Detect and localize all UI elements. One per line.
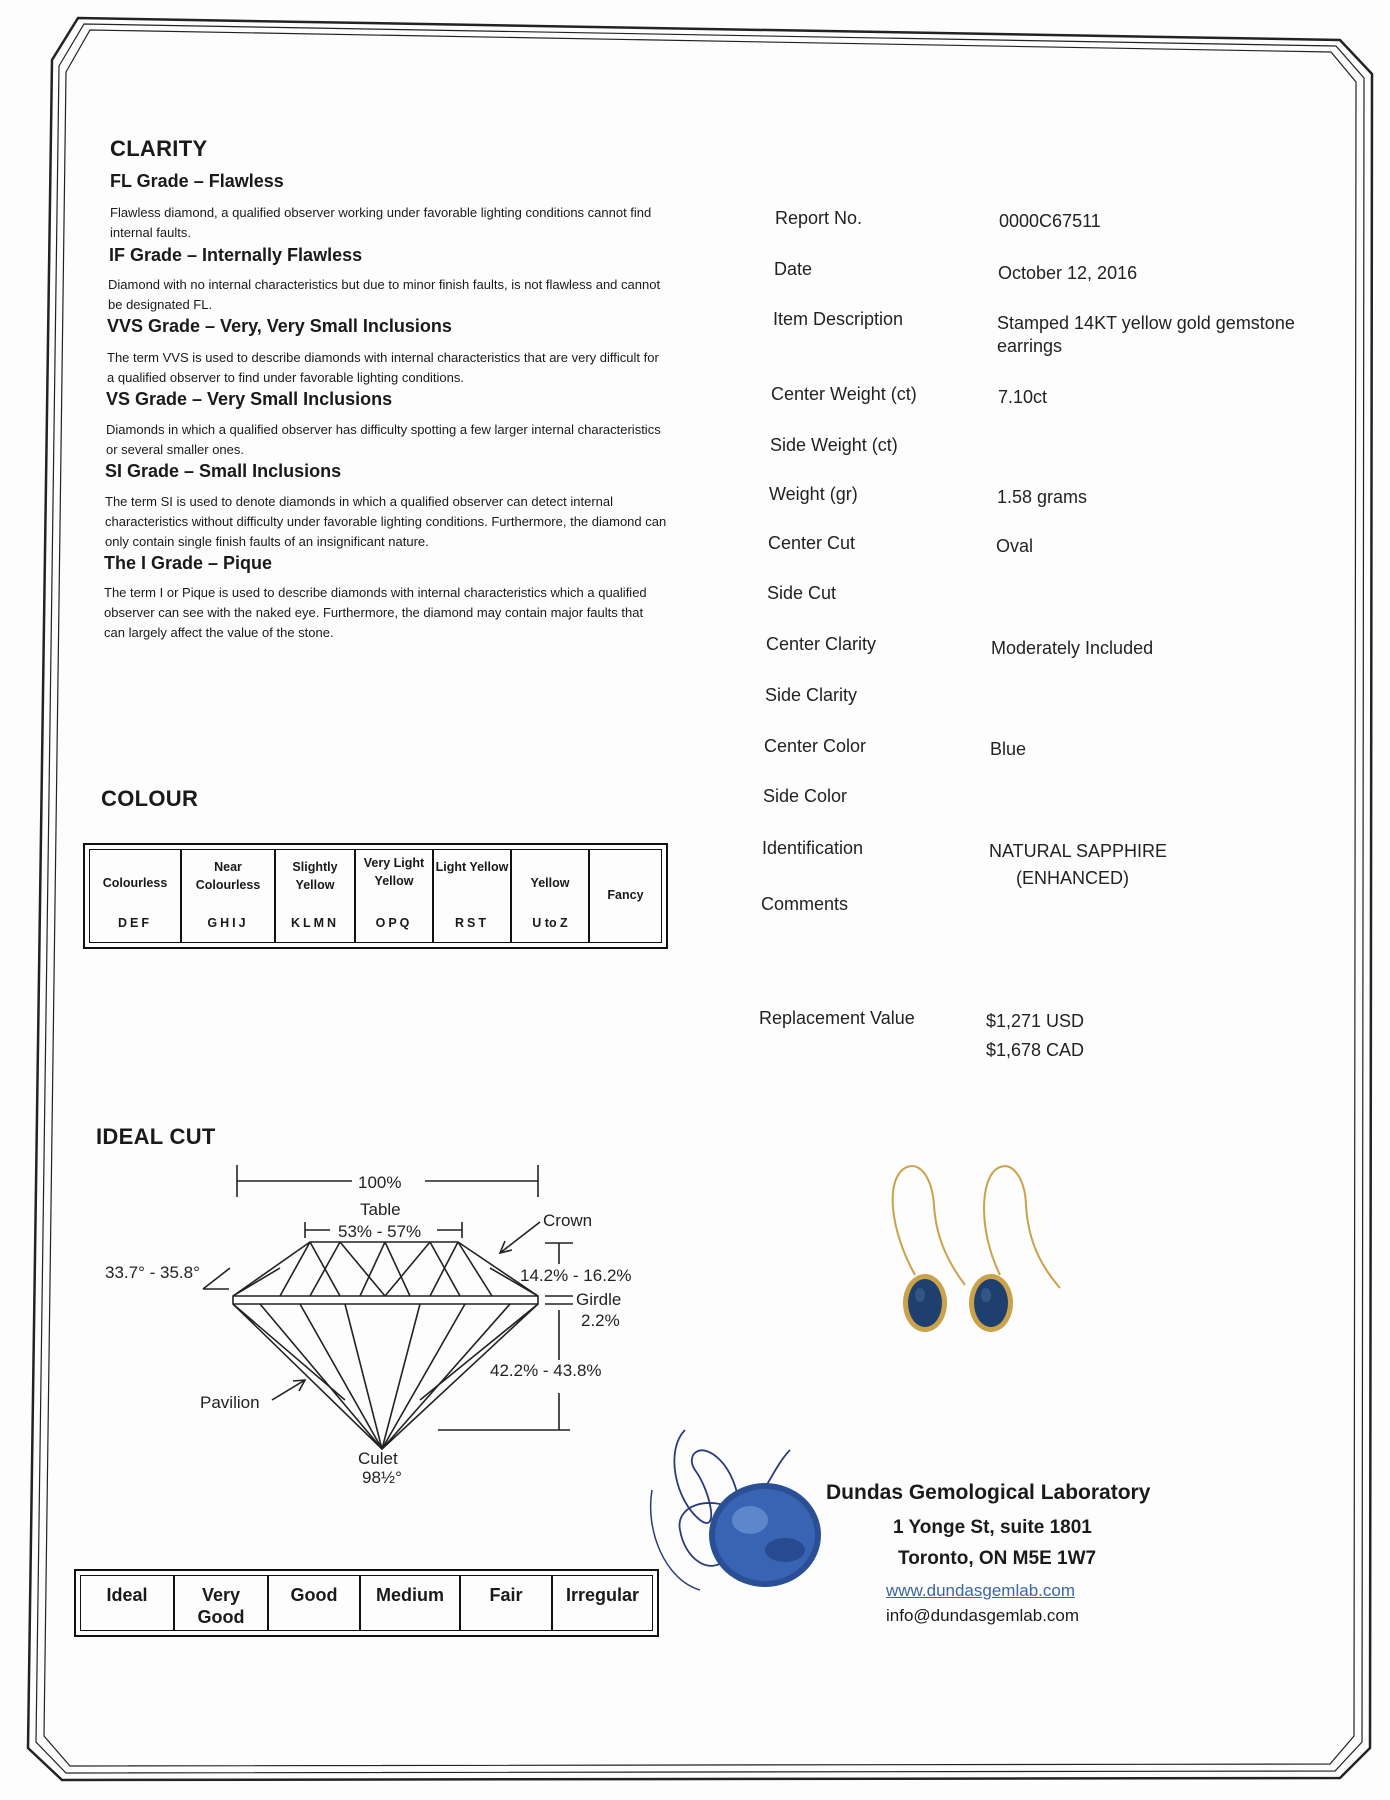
cut-crown-height: 14.2% - 16.2% <box>520 1266 632 1285</box>
cut-grade-cell: Medium <box>361 1576 461 1630</box>
lab-email: info@dundasgemlab.com <box>886 1606 1080 1625</box>
colour-heading: COLOUR <box>101 786 199 811</box>
grade-vs-title: VS Grade – Very Small Inclusions <box>106 389 393 409</box>
cut-grade-cell: Very Good <box>175 1576 269 1630</box>
field-label: Item Description <box>773 309 904 329</box>
grade-vvs-title: VVS Grade – Very, Very Small Inclusions <box>107 316 452 336</box>
field-label: Center Clarity <box>766 634 877 654</box>
lab-address-line2: Toronto, ON M5E 1W7 <box>898 1548 1097 1569</box>
ideal-cut-heading: IDEAL CUT <box>96 1124 216 1149</box>
colour-cell: Near Colourless GHIJ <box>182 850 276 942</box>
field-value: Stamped 14KT yellow gold gemstone earrings <box>997 313 1295 356</box>
field-label: Side Cut <box>767 583 837 603</box>
replacement-cad: $1,678 CAD <box>986 1040 1085 1060</box>
grade-i-desc: The term I or Pique is used to describe diamonds with internal characteristics which a qualified observer can see with the naked eye. Furthermore, the diamond may contain major faults that can largely affect the value of the stone. <box>104 585 647 640</box>
field-label: Comments <box>761 894 849 914</box>
field-label: Side Clarity <box>765 685 858 705</box>
cut-width-pct: 100% <box>358 1173 402 1192</box>
signature-and-seal <box>640 1410 870 1610</box>
field-value: Moderately Included <box>991 638 1154 658</box>
identification-note: (ENHANCED) <box>1016 868 1130 888</box>
cut-pavilion-label: Pavilion <box>200 1393 260 1412</box>
cut-girdle-pct: 2.2% <box>581 1311 620 1330</box>
field-label: Weight (gr) <box>769 484 858 504</box>
field-value: Oval <box>996 536 1034 556</box>
earrings-photo <box>860 1160 1090 1350</box>
colour-cell: Slightly Yellow KLMN <box>276 850 356 942</box>
grade-fl-desc: Flawless diamond, a qualified observer working under favorable lighting conditions cannot find internal faults. <box>110 205 652 240</box>
cut-girdle-label: Girdle <box>576 1290 622 1309</box>
field-label: Date <box>774 259 813 279</box>
cut-culet-label: Culet <box>358 1449 398 1468</box>
field-value: NATURAL SAPPHIRE <box>989 841 1168 861</box>
field-label: Side Weight (ct) <box>770 435 898 455</box>
colour-cell: Fancy <box>607 888 644 902</box>
grade-fl-title: FL Grade – Flawless <box>110 171 284 191</box>
field-label: Center Cut <box>768 533 856 553</box>
cut-grade-table <box>74 1569 659 1637</box>
grade-si-title: SI Grade – Small Inclusions <box>105 461 342 481</box>
field-label: Center Color <box>764 736 867 756</box>
field-label: Identification <box>762 838 864 858</box>
grade-si-desc: The term SI is used to denote diamonds in which a qualified observer can detect internal characteristics without difficulty under favorable lighting conditions. Furthermore, the diamond can only contain single finish faults of an insignificant nature. <box>105 494 667 549</box>
field-value: 7.10ct <box>998 387 1048 407</box>
cut-grade-cell: Good <box>269 1576 361 1630</box>
cut-grade-cell: Irregular <box>565 1585 640 1605</box>
clarity-heading: CLARITY <box>110 136 208 161</box>
grade-if-desc: Diamond with no internal characteristics but due to minor finish faults, is not flawless and cannot be designated FL. <box>108 277 661 312</box>
field-label: Center Weight (ct) <box>771 384 917 404</box>
field-value: 0000C67511 <box>999 211 1101 231</box>
colour-cell: Very Light Yellow OPQ <box>356 850 434 942</box>
cut-crown-label: Crown <box>543 1211 593 1230</box>
lab-website-link[interactable]: www.dundasgemlab.com <box>886 1581 1075 1600</box>
field-label: Side Color <box>763 786 848 806</box>
cut-crown-angle: 33.7° - 35.8° <box>105 1263 200 1282</box>
grade-i-title: The I Grade – Pique <box>104 553 273 573</box>
field-value: October 12, 2016 <box>998 263 1138 283</box>
grade-vs-desc: Diamonds in which a qualified observer has difficulty spotting a few larger internal characteristics or several smaller ones. <box>106 422 661 457</box>
cut-grade-cell: Ideal <box>81 1576 175 1630</box>
replacement-usd: $1,271 USD <box>986 1011 1085 1031</box>
cut-grade-cell: Fair <box>461 1576 553 1630</box>
cut-pavilion-depth: 42.2% - 43.8% <box>490 1361 602 1380</box>
lab-address-line1: 1 Yonge St, suite 1801 <box>893 1517 1092 1538</box>
cut-table-label: Table <box>360 1200 401 1219</box>
lab-name: Dundas Gemological Laboratory <box>826 1481 1151 1504</box>
field-label: Report No. <box>775 208 863 228</box>
replacement-label: Replacement Value <box>759 1008 915 1028</box>
colour-cell: Yellow U to Z <box>512 850 590 942</box>
grade-if-title: IF Grade – Internally Flawless <box>109 245 363 265</box>
field-value: 1.58 grams <box>997 487 1088 507</box>
cut-culet-angle: 98½° <box>362 1468 402 1487</box>
colour-cell: Colourless DEF <box>90 850 182 942</box>
field-value: Blue <box>990 739 1027 759</box>
colour-cell: Light Yellow RST <box>434 850 512 942</box>
cut-table-pct: 53% - 57% <box>338 1222 422 1241</box>
grade-vvs-desc: The term VVS is used to describe diamonds with internal characteristics that are very difficult for a qualified observer to find under favorable lighting conditions. <box>107 350 659 385</box>
